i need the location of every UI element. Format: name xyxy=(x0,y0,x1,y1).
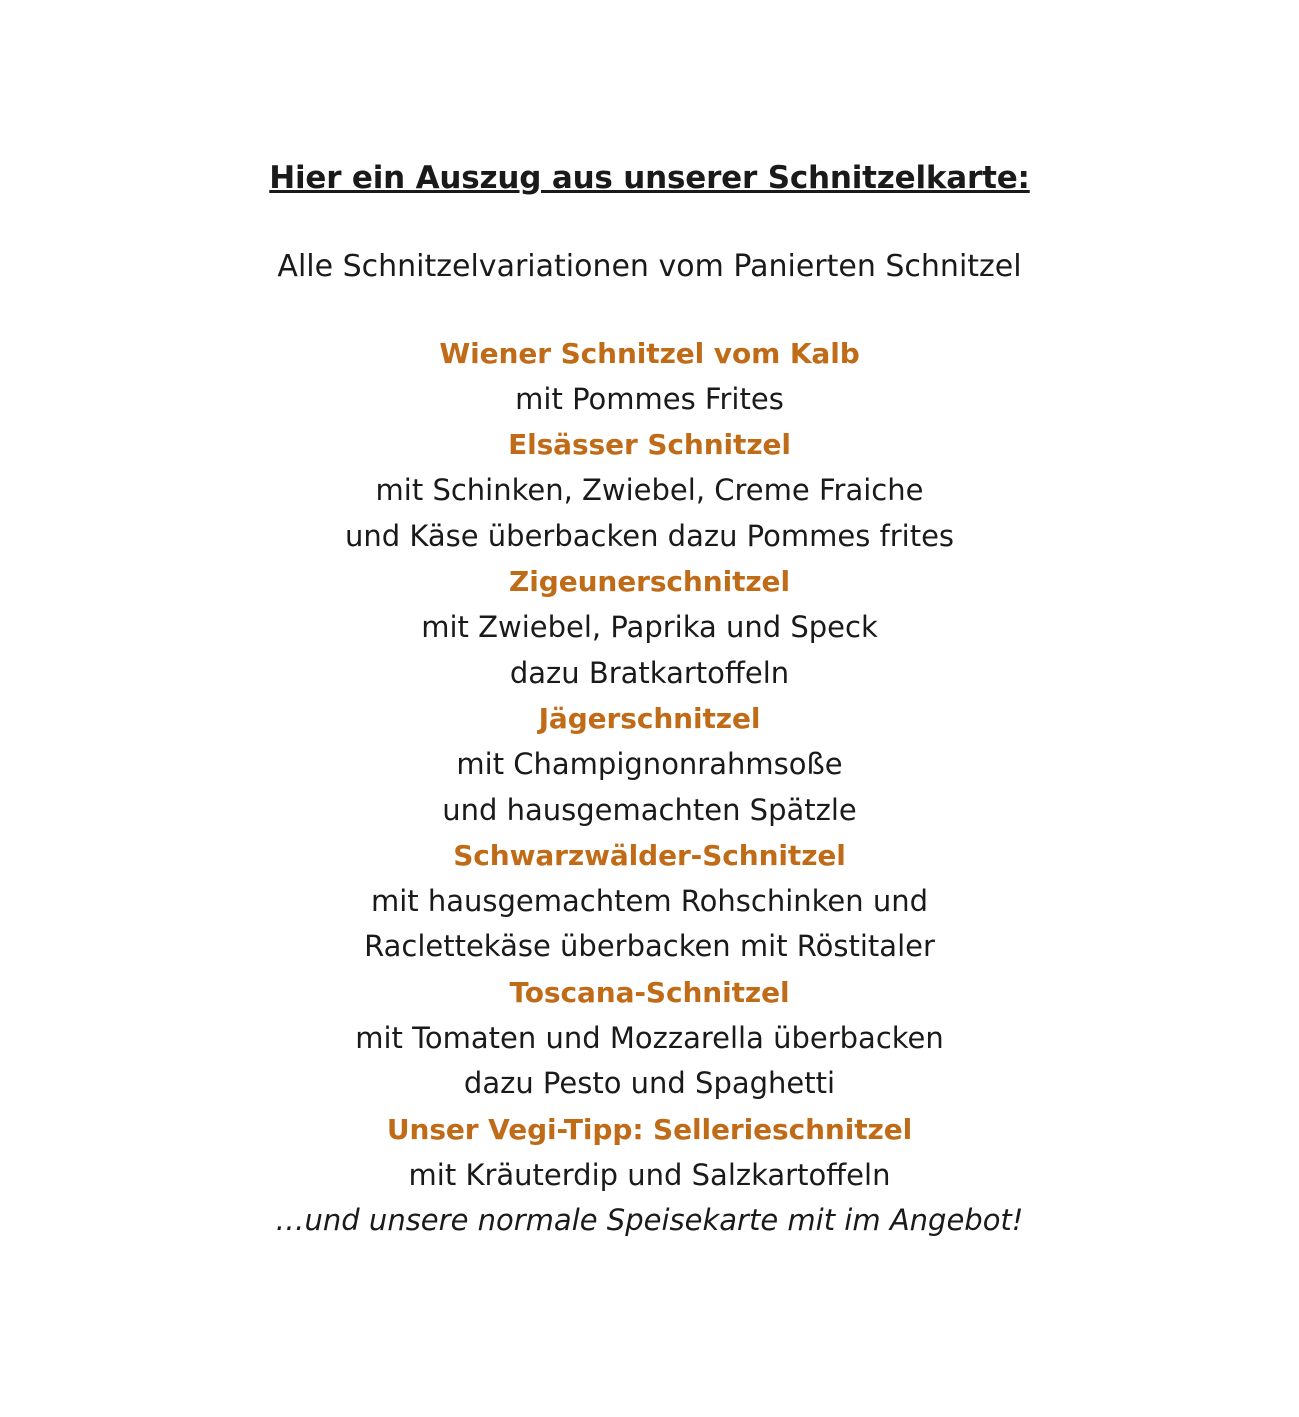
menu-item-description-line: mit Schinken, Zwiebel, Creme Fraiche xyxy=(375,472,924,507)
menu-item-name: Jägerschnitzel xyxy=(538,702,761,736)
menu-item-description-line: mit Zwiebel, Paprika und Speck xyxy=(421,609,878,644)
menu-intro-text: Alle Schnitzelvariationen vom Panierten Schnitzel xyxy=(277,249,1022,285)
menu-item-name: Wiener Schnitzel vom Kalb xyxy=(439,337,860,371)
menu-item-description-line: und hausgemachten Spätzle xyxy=(442,792,857,827)
menu-item-description-line: dazu Pesto und Spaghetti xyxy=(463,1066,836,1101)
menu-item-description-line: mit Tomaten und Mozzarella überbacken xyxy=(355,1020,944,1055)
menu-item-description-line: mit Pommes Frites xyxy=(515,381,784,416)
menu-item xyxy=(0,1107,1299,1198)
menu-footnote: …und unsere normale Speisekarte mit im Angebot! xyxy=(275,1203,1024,1238)
menu-item xyxy=(0,422,1299,559)
page-title: Hier ein Auszug aus unserer Schnitzelkarte: xyxy=(269,160,1030,196)
menu-item-description-line: dazu Bratkartoffeln xyxy=(509,655,790,690)
menu-item-description-line: und Käse überbacken dazu Pommes frites xyxy=(344,518,955,553)
menu-item-description-line: Raclettekäse überbacken mit Röstitaler xyxy=(364,929,935,964)
menu-content xyxy=(0,160,1299,1244)
menu-item-description-line: mit Kräuterdip und Salzkartoffeln xyxy=(408,1157,891,1192)
menu-item-name: Zigeunerschnitzel xyxy=(509,565,790,599)
menu-item xyxy=(0,559,1299,696)
menu-item xyxy=(0,331,1299,422)
menu-item-name: Unser Vegi-Tipp: Sellerieschnitzel xyxy=(386,1113,913,1147)
menu-item-description-line: mit hausgemachtem Rohschinken und xyxy=(370,883,929,918)
menu-item xyxy=(0,696,1299,833)
menu-item-name: Elsässer Schnitzel xyxy=(508,428,791,462)
menu-item-name: Toscana-Schnitzel xyxy=(509,976,790,1010)
menu-item-description-line: mit Champignonrahmsoße xyxy=(456,746,843,781)
menu-item xyxy=(0,970,1299,1107)
menu-item xyxy=(0,833,1299,970)
menu-item-name: Schwarzwälder-Schnitzel xyxy=(453,839,846,873)
